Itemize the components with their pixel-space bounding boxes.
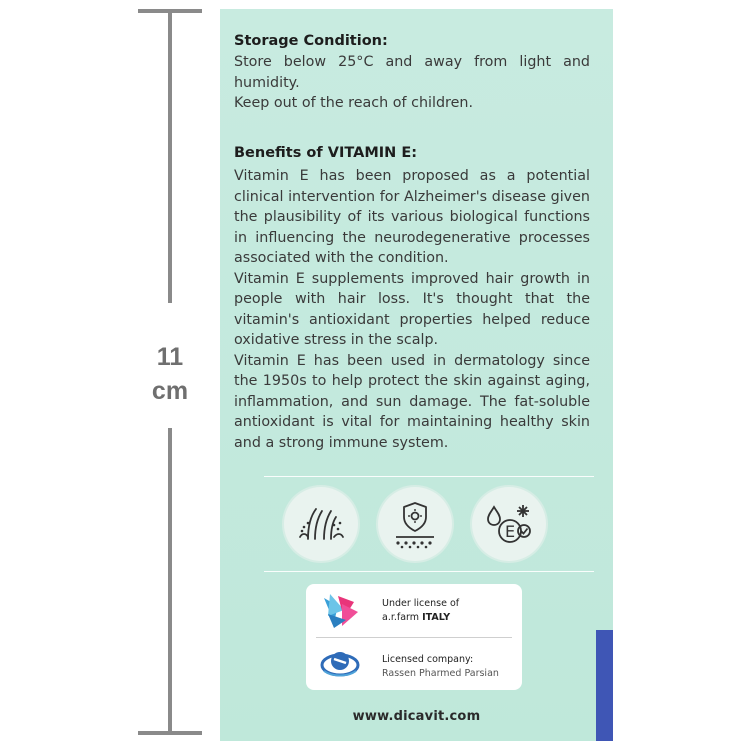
- ruler-line-lower: [168, 428, 172, 733]
- ruler-label: [125, 340, 215, 408]
- license-company-country: ITALY: [422, 612, 451, 623]
- storage-line: Keep out of the reach of children.: [234, 95, 473, 111]
- divider: [264, 476, 594, 477]
- licensed-company: Rassen Pharmed Parsian: [382, 668, 499, 679]
- blue-edge-strip: [596, 630, 613, 741]
- storage-title: Storage Condition:: [234, 33, 388, 49]
- license-separator: [316, 637, 512, 638]
- license-company: [382, 611, 459, 625]
- vitamin-e-letter: E: [504, 522, 516, 541]
- ruler-value: 11: [156, 343, 184, 371]
- storage-section: [234, 31, 590, 114]
- benefits-paragraph: Vitamin E supplements improved hair growth in people with hair loss. It's thought that the vitamin's antioxidant properties helped reduce oxidative stress in the scalp.: [234, 270, 590, 348]
- ruler-unit: cm: [151, 377, 189, 405]
- benefits-paragraph: Vitamin E has been proposed as a potential clinical intervention for Alzheimer's disease given the plausibility of its various biological functions in influencing the neurodegenerative processes associated with the condition.: [234, 168, 590, 266]
- license-under: [382, 597, 459, 625]
- benefits-section: [234, 143, 590, 453]
- vitamin-e-drop-icon: [472, 487, 546, 561]
- benefits-title: Benefits of VITAMIN E:: [234, 145, 418, 161]
- storage-line: Store below 25°C and away from light and humidity.: [234, 54, 590, 91]
- hair-growth-icon: [284, 487, 358, 561]
- divider: [264, 571, 594, 572]
- website-url: www.dicavit.com: [352, 709, 481, 724]
- ruler-bottom-cap: [138, 731, 202, 735]
- ruler-line-upper: [168, 11, 172, 303]
- benefits-paragraph: Vitamin E has been used in dermatology since the 1950s to help protect the skin against aging, inflammation, and sun damage. The fat-soluble antioxidant is vital for maintaining healthy skin and a strong immune system.: [234, 352, 590, 451]
- licensed-label: Licensed company:: [382, 654, 474, 665]
- rassen-logo-icon: [320, 647, 360, 681]
- skin-protection-icon: [378, 487, 452, 561]
- package-panel: [220, 9, 613, 741]
- license-card: [306, 584, 522, 690]
- arfarm-logo-icon: [320, 592, 360, 630]
- license-line1: Under license of: [382, 598, 460, 609]
- license-licensed: [382, 653, 499, 681]
- license-company-name: a.r.farm: [382, 612, 423, 623]
